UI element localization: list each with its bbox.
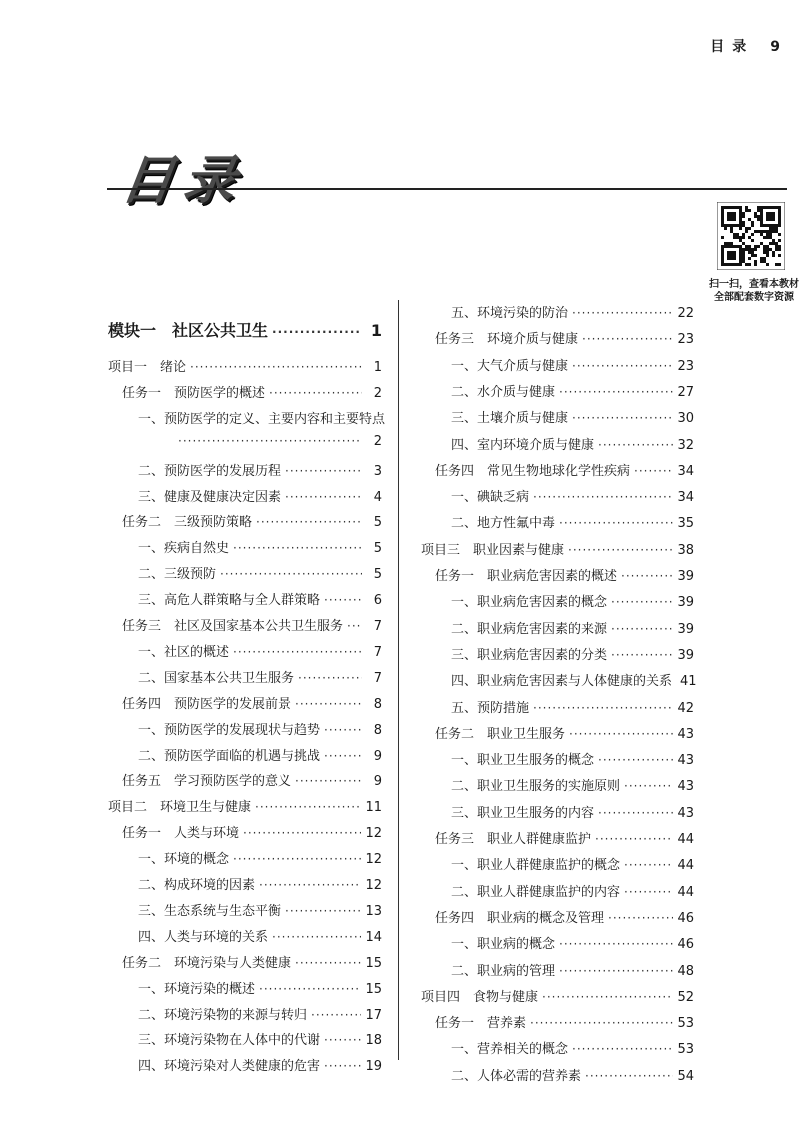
toc-entry-label: 任务三 环境介质与健康 (435, 332, 579, 348)
toc-entry-label: 一、营养相关的概念 (451, 1042, 569, 1058)
toc-page-number: 18 (365, 1033, 382, 1049)
toc-entry-label: 三、职业卫生服务的内容 (451, 805, 595, 821)
toc-page-number: 27 (677, 384, 694, 400)
leader-dots (542, 990, 673, 1004)
toc-page-number: 38 (677, 542, 694, 558)
leader-dots (324, 1033, 361, 1047)
toc-page-number: 35 (677, 516, 694, 532)
toc-entry-label: 一、预防医学的发展现状与趋势 (138, 722, 321, 738)
toc-task-entry[interactable] (122, 952, 382, 971)
toc-page-number: 34 (677, 463, 694, 479)
leader-dots (259, 982, 361, 996)
leader-dots (285, 490, 362, 504)
toc-page-number: 41 (680, 674, 697, 690)
toc-subtopic-entry[interactable] (451, 1065, 694, 1084)
toc-entry-label: 四、室内环境介质与健康 (451, 437, 595, 453)
toc-subtopic-entry[interactable] (138, 537, 382, 556)
toc-page-number: 46 (677, 910, 694, 926)
toc-subtopic-entry[interactable] (138, 460, 382, 479)
toc-subtopic-entry[interactable] (451, 486, 694, 505)
toc-entry-label: 一、职业病的概念 (451, 937, 556, 953)
leader-dots (347, 619, 362, 633)
leader-dots (624, 858, 673, 872)
toc-subtopic-entry[interactable] (138, 563, 382, 582)
leader-dots (533, 701, 673, 715)
toc-page-number: 22 (677, 306, 694, 321)
toc-page-number: 32 (677, 437, 694, 453)
toc-page-number: 12 (365, 826, 382, 842)
toc-subtopic-entry[interactable] (451, 960, 694, 979)
toc-entry-label: 二、环境污染物的来源与转归 (138, 1007, 308, 1023)
toc-project-entry[interactable] (421, 986, 694, 1005)
leader-dots (220, 567, 362, 581)
toc-task-entry[interactable] (435, 1012, 694, 1031)
toc-page-number: 23 (677, 358, 694, 374)
toc-page-number: 14 (365, 929, 382, 945)
leader-dots (621, 569, 673, 583)
toc-page-number: 13 (365, 903, 382, 919)
toc-subtopic-entry[interactable] (138, 978, 382, 997)
leader-dots (572, 306, 673, 320)
toc-entry-label: 任务四 职业病的概念及管理 (435, 910, 605, 926)
toc-entry-label: 二、构成环境的因素 (138, 878, 256, 893)
toc-entry-label: 一、大气介质与健康 (451, 358, 569, 374)
leader-dots (272, 325, 362, 339)
toc-page-number: 7 (373, 619, 382, 634)
toc-page-number: 53 (677, 1042, 694, 1058)
toc-project-entry[interactable] (108, 356, 382, 375)
toc-task-entry[interactable] (122, 822, 382, 841)
toc-page-number: 15 (365, 955, 382, 971)
toc-entry-label: 任务四 常见生物地球化学性疾病 (435, 463, 631, 479)
leader-dots (572, 359, 673, 373)
leader-dots (568, 543, 673, 557)
toc-subtopic-entry[interactable] (138, 900, 382, 919)
toc-page-number: 5 (373, 541, 382, 557)
toc-task-entry[interactable] (435, 907, 694, 926)
leader-dots (572, 1042, 673, 1056)
toc-page-number: 43 (677, 779, 694, 795)
toc-subtopic-entry[interactable] (138, 926, 382, 945)
qr-code-icon[interactable] (717, 202, 785, 270)
leader-dots (243, 826, 361, 840)
toc-entry-label: 任务二 职业卫生服务 (435, 726, 566, 742)
toc-subtopic-entry[interactable] (138, 1029, 382, 1048)
toc-page-number: 12 (365, 852, 382, 868)
toc-task-entry[interactable] (435, 328, 694, 347)
toc-entry-label: 二、水介质与健康 (451, 384, 556, 400)
leader-dots (295, 697, 362, 711)
leader-dots (311, 1008, 361, 1022)
toc-task-entry[interactable] (435, 723, 694, 742)
toc-subtopic-entry[interactable] (138, 408, 386, 427)
leader-dots (324, 593, 362, 607)
leader-dots (608, 911, 673, 925)
leader-dots (582, 332, 673, 346)
toc-entry-label: 任务二 环境污染与人类健康 (122, 955, 292, 971)
toc-entry-label: 四、职业病危害因素与人体健康的关系 (451, 674, 673, 690)
toc-entry-label: 四、人类与环境的关系 (138, 929, 269, 945)
toc-subtopic-entry[interactable] (451, 775, 694, 794)
toc-task-entry[interactable] (122, 770, 382, 789)
toc-entry-label: 一、社区的概述 (138, 644, 230, 660)
toc-task-entry[interactable] (122, 382, 382, 401)
toc-task-entry[interactable] (122, 693, 382, 712)
leader-dots (324, 1059, 361, 1073)
toc-entry-label: 二、职业人群健康监护的内容 (451, 884, 621, 900)
toc-page-number: 2 (373, 385, 382, 401)
toc-entry-label: 任务三 社区及国家基本公共卫生服务 (122, 619, 344, 634)
toc-page-number: 54 (677, 1068, 694, 1084)
toc-page-number: 43 (677, 805, 694, 821)
toc-entry-label: 五、预防措施 (451, 700, 530, 716)
toc-entry-label: 三、生态系统与生态平衡 (138, 903, 282, 919)
toc-page-number: 34 (677, 490, 694, 506)
toc-page-number: 12 (365, 878, 382, 893)
leader-dots (233, 645, 362, 659)
running-header (710, 36, 780, 56)
toc-entry-label: 任务五 学习预防医学的意义 (122, 774, 292, 790)
toc-page-number: 2 (373, 433, 382, 449)
toc-entry-label: 三、环境污染物在人体中的代谢 (138, 1033, 321, 1049)
toc-subtopic-entry[interactable] (451, 381, 694, 400)
toc-entry-label: 二、职业病的管理 (451, 963, 556, 979)
toc-subtopic-entry[interactable] (451, 881, 694, 900)
leader-dots (530, 1016, 673, 1030)
header-section: 目录 (710, 39, 755, 55)
leader-dots (255, 800, 361, 814)
toc-entry-label: 五、环境污染的防治 (451, 306, 569, 321)
toc-project-entry[interactable] (108, 796, 382, 815)
toc-subtopic-entry[interactable] (451, 749, 694, 768)
toc-page-number: 44 (677, 858, 694, 874)
leader-dots (598, 438, 673, 452)
toc-module-entry[interactable] (108, 318, 382, 341)
toc-page-number: 1 (373, 360, 382, 375)
leader-dots (611, 622, 673, 636)
toc-task-entry[interactable] (122, 615, 382, 634)
title-rule (107, 188, 787, 190)
leader-dots (285, 904, 361, 918)
toc-entry-label: 三、土壤介质与健康 (451, 411, 569, 427)
leader-dots (585, 1069, 673, 1083)
toc-entry-label: 三、高危人群策略与全人群策略 (138, 593, 321, 609)
toc-page-number: 39 (677, 569, 694, 584)
toc-page-number: 15 (365, 981, 382, 997)
toc-subtopic-entry[interactable] (174, 434, 382, 449)
leader-dots (611, 595, 673, 609)
toc-entry-label: 二、三级预防 (138, 567, 217, 583)
toc-subtopic-entry[interactable] (138, 641, 382, 660)
toc-entry-label: 项目四 食物与健康 (421, 989, 539, 1005)
toc-entry-label: 任务一 预防医学的概述 (122, 385, 266, 401)
toc-page-number: 3 (373, 463, 382, 479)
toc-page-number: 7 (373, 670, 382, 686)
toc-entry-label: 二、国家基本公共卫生服务 (138, 670, 295, 686)
toc-subtopic-entry[interactable] (451, 302, 694, 321)
leader-dots (272, 930, 361, 944)
toc-entry-label: 一、职业人群健康监护的概念 (451, 858, 621, 874)
leader-dots (533, 490, 673, 504)
toc-project-entry[interactable] (421, 539, 694, 558)
toc-entry-label: 一、预防医学的定义、主要内容和主要特点 (138, 411, 386, 427)
toc-subtopic-entry[interactable] (451, 512, 694, 531)
toc-subtopic-entry[interactable] (451, 618, 694, 637)
toc-subtopic-entry[interactable] (138, 874, 382, 893)
leader-dots (624, 779, 673, 793)
leader-dots (295, 956, 361, 970)
toc-entry-label: 二、职业病危害因素的来源 (451, 621, 608, 637)
toc-subtopic-entry[interactable] (451, 407, 694, 426)
leader-dots (259, 878, 361, 892)
toc-entry-label: 二、职业卫生服务的实施原则 (451, 779, 621, 795)
toc-subtopic-entry[interactable] (138, 589, 382, 608)
toc-page-number: 43 (677, 726, 694, 742)
toc-entry-label: 项目二 环境卫生与健康 (108, 800, 252, 816)
toc-subtopic-entry[interactable] (138, 745, 382, 764)
toc-subtopic-entry[interactable] (451, 670, 697, 690)
toc-page-number: 48 (677, 963, 694, 979)
leader-dots (256, 515, 362, 529)
toc-subtopic-entry[interactable] (451, 355, 694, 374)
toc-entry-label: 任务一 人类与环境 (122, 826, 240, 842)
toc-entry-label: 一、疾病自然史 (138, 541, 230, 557)
toc-entry-label: 一、职业卫生服务的概念 (451, 753, 595, 769)
leader-dots (595, 832, 673, 846)
header-page-number: 9 (770, 39, 780, 55)
toc-page-number: 39 (677, 621, 694, 637)
toc-page-number: 9 (373, 774, 382, 790)
leader-dots (559, 385, 673, 399)
toc-subtopic-entry[interactable] (451, 854, 694, 873)
toc-page-number: 7 (373, 644, 382, 660)
leader-dots (559, 516, 673, 530)
toc-subtopic-entry[interactable] (451, 802, 694, 821)
toc-page-number: 53 (677, 1016, 694, 1032)
toc-page-number: 39 (677, 595, 694, 611)
toc-subtopic-entry[interactable] (451, 644, 694, 663)
leader-dots (324, 723, 362, 737)
toc-subtopic-entry[interactable] (138, 486, 382, 505)
leader-dots (624, 885, 673, 899)
toc-page-number: 39 (677, 647, 694, 663)
leader-dots (285, 464, 362, 478)
toc-task-entry[interactable] (435, 565, 694, 584)
toc-page-number: 9 (373, 748, 382, 764)
toc-entry-label: 任务一 职业病危害因素的概述 (435, 569, 618, 584)
leader-dots (572, 411, 673, 425)
toc-page-number: 19 (365, 1059, 382, 1075)
leader-dots (324, 749, 362, 763)
toc-subtopic-entry[interactable] (451, 1038, 694, 1057)
toc-entry-label: 任务二 三级预防策略 (122, 515, 253, 531)
toc-entry-label: 项目三 职业因素与健康 (421, 542, 565, 558)
toc-entry-label: 四、环境污染对人类健康的危害 (138, 1059, 321, 1075)
toc-page-number: 8 (373, 722, 382, 738)
toc-page-number: 42 (677, 700, 694, 716)
toc-page-number: 30 (677, 411, 694, 427)
leader-dots (569, 727, 673, 741)
toc-entry-label: 二、地方性氟中毒 (451, 516, 556, 532)
toc-page-number: 6 (373, 593, 382, 609)
leader-dots (269, 386, 362, 400)
toc-page-number: 46 (677, 937, 694, 953)
leader-dots (190, 360, 362, 374)
toc-task-entry[interactable] (435, 828, 694, 847)
toc-entry-label: 一、职业病危害因素的概念 (451, 595, 608, 611)
toc-entry-label: 模块一 社区公共卫生 (108, 321, 269, 340)
toc-page-number: 5 (373, 515, 382, 531)
leader-dots (295, 774, 362, 788)
toc-page-number: 23 (677, 332, 694, 348)
toc-page-number: 43 (677, 753, 694, 769)
toc-entry-label: 二、人体必需的营养素 (451, 1068, 582, 1084)
toc-entry-label: 一、环境污染的概述 (138, 981, 256, 997)
leader-dots (559, 964, 673, 978)
toc-task-entry[interactable] (435, 460, 694, 479)
toc-entry-label: 一、碘缺乏病 (451, 490, 530, 506)
leader-dots (559, 937, 673, 951)
leader-dots (178, 434, 362, 448)
page-title: 目录 (117, 151, 250, 211)
toc-subtopic-entry[interactable] (451, 434, 694, 453)
toc-subtopic-entry[interactable] (138, 1055, 382, 1074)
toc-subtopic-entry[interactable] (138, 667, 382, 686)
leader-dots (598, 753, 673, 767)
leader-dots (233, 852, 361, 866)
toc-page-number: 8 (373, 696, 382, 712)
toc-subtopic-entry[interactable] (451, 933, 694, 952)
toc-page-number: 44 (677, 884, 694, 900)
toc-page-number: 4 (373, 489, 382, 505)
toc-entry-label: 三、职业病危害因素的分类 (451, 647, 608, 663)
leader-dots (233, 541, 362, 555)
toc-subtopic-entry[interactable] (138, 848, 382, 867)
toc-subtopic-entry[interactable] (451, 697, 694, 716)
toc-entry-label: 二、预防医学面临的机遇与挑战 (138, 748, 321, 764)
column-divider (398, 300, 399, 1060)
toc-page-number: 11 (365, 800, 382, 816)
leader-dots (611, 648, 673, 662)
toc-page-number: 52 (677, 989, 694, 1005)
toc-subtopic-entry[interactable] (451, 591, 694, 610)
leader-dots (634, 464, 673, 478)
toc-entry-label: 任务一 营养素 (435, 1016, 527, 1032)
toc-entry-label: 二、预防医学的发展历程 (138, 463, 282, 479)
toc-subtopic-entry[interactable] (138, 1004, 382, 1023)
toc-page-number: 44 (677, 832, 694, 847)
toc-entry-label: 三、健康及健康决定因素 (138, 489, 282, 505)
toc-entry-label: 一、环境的概念 (138, 852, 230, 868)
toc-entry-label: 任务三 职业人群健康监护 (435, 832, 592, 847)
leader-dots (298, 671, 362, 685)
qr-caption: 扫一扫，查看本教材全部配套数字资源 (709, 279, 799, 303)
toc-task-entry[interactable] (122, 511, 382, 530)
toc-page-number: 5 (373, 567, 382, 583)
toc-entry-label: 任务四 预防医学的发展前景 (122, 696, 292, 712)
toc-subtopic-entry[interactable] (138, 719, 382, 738)
leader-dots (598, 806, 673, 820)
toc-page-number: 17 (365, 1007, 382, 1023)
toc-entry-label: 项目一 绪论 (108, 360, 187, 375)
toc-page-number: 1 (370, 321, 382, 340)
